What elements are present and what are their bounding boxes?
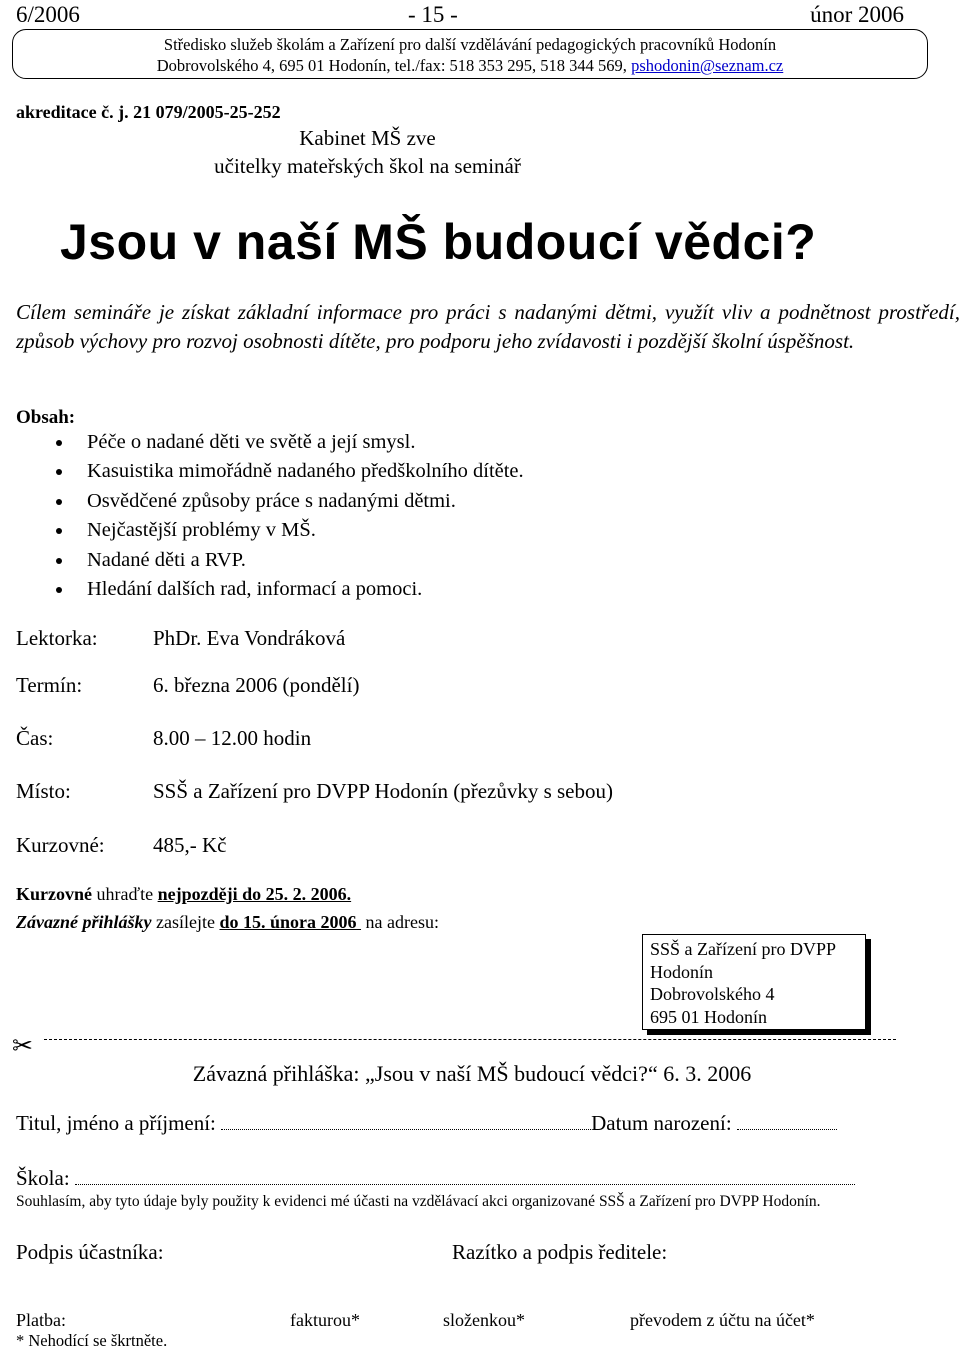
place-label: Místo: [16, 779, 71, 803]
list-item: Hledání dalších rad, informací a pomoci. [50, 575, 524, 604]
name-row [16, 1111, 837, 1136]
school-row [16, 1166, 855, 1191]
list-item: Osvědčené způsoby práce s nadanými dětmi. [50, 487, 524, 516]
contact-line [13, 55, 927, 76]
issue-month: únor 2006 [810, 2, 904, 27]
payment-label: Platba: [16, 1310, 66, 1330]
list-item: Kasuistika mimořádně nadaného předškolního dítěte. [50, 457, 524, 486]
registration-deadline: do 15. února 2006 [219, 912, 357, 932]
participant-signature-label: Podpis účastníka: [16, 1240, 164, 1264]
page-number: - 15 - [408, 2, 458, 27]
address-line: Hodonín [650, 961, 713, 982]
school-label: Škola: [16, 1166, 70, 1190]
organization-line: Středisko služeb školám a Zařízení pro další vzdělávání pedagogických pracovníků Hodonín [163, 35, 777, 54]
lecturer-label: Lektorka: [16, 626, 98, 650]
content-list [50, 428, 524, 604]
content-heading: Obsah: [16, 407, 76, 428]
list-item: Nadané děti a RVP. [50, 546, 524, 575]
registration-tail: na adresu: [361, 912, 439, 932]
list-item: Nejčastější problémy v MŠ. [50, 516, 524, 545]
address-text: Dobrovolského 4, 695 01 Hodonín, tel./fax: 518 353 295, 518 344 569, [156, 56, 627, 75]
address-box [642, 934, 866, 1030]
footnote: * Nehodící se škrtněte. [16, 1331, 168, 1350]
intro-paragraph: Cílem semináře je získat základní informace pro práci s nadanými dětmi, využít vliv a podnětnost prostředí, způsob výchovy pro rozvoj osobnosti dítěte, pro podporu jeho zvídavosti i pozdější školní úspěšnost. [16, 300, 960, 353]
date-label: Termín: [16, 673, 83, 697]
place-value: SSŠ a Zařízení pro DVPP Hodonín (přezůvky s sebou) [153, 779, 614, 803]
name-field[interactable] [221, 1111, 591, 1130]
name-label: Titul, jméno a příjmení: [16, 1111, 216, 1135]
registration-instruction [16, 912, 439, 933]
seminar-title: Jsou v naší MŠ budoucí vědci? [60, 214, 817, 270]
payment-invoice-option[interactable]: fakturou* [290, 1310, 360, 1330]
cut-line [44, 1039, 896, 1040]
registration-bold: Závazné přihlášky [16, 912, 152, 932]
accreditation: akreditace č. j. 21 079/2005-25-252 [16, 102, 281, 122]
registration-text: zasílejte [151, 912, 220, 932]
date-value: 6. března 2006 (pondělí) [153, 673, 360, 697]
director-stamp-label: Razítko a podpis ředitele: [452, 1240, 668, 1264]
issue-number: 6/2006 [16, 2, 80, 27]
birth-label: Datum narození: [591, 1111, 732, 1135]
school-field[interactable] [75, 1166, 855, 1185]
list-item: Péče o nadané děti ve světě a její smysl. [50, 428, 524, 457]
scissors-icon: ✂ [12, 1033, 33, 1060]
fee-instruction [16, 884, 351, 905]
fee-value: 485,- Kč [153, 833, 227, 857]
invite-line-1: Kabinet MŠ zve [299, 126, 436, 150]
consent-text: Souhlasím, aby tyto údaje byly použity k evidenci mé účasti na vzdělávací akci organizované SSŠ a Zařízení pro DVPP Hodonín. [16, 1193, 821, 1210]
fee-deadline: nejpozději do 25. 2. 2006. [157, 884, 352, 904]
form-title: Závazná přihláška: „Jsou v naší MŠ budoucí vědci?“ 6. 3. 2006 [192, 1061, 752, 1086]
time-label: Čas: [16, 726, 54, 750]
payment-postal-option[interactable]: složenkou* [443, 1310, 525, 1330]
header-box [12, 29, 928, 79]
payment-transfer-option[interactable]: převodem z účtu na účet* [630, 1310, 815, 1330]
lecturer-value: PhDr. Eva Vondráková [153, 626, 346, 650]
birth-date-field[interactable] [737, 1111, 837, 1130]
invite-line-2: učitelky mateřských škol na seminář [214, 154, 521, 178]
fee-text: uhraďte [92, 884, 158, 904]
address-line: Dobrovolského 4 [650, 984, 775, 1004]
email-link[interactable]: pshodonin@seznam.cz [631, 56, 784, 75]
address-line: SSŠ a Zařízení pro DVPP [650, 939, 836, 959]
fee-bold: Kurzovné [16, 884, 92, 904]
time-value: 8.00 – 12.00 hodin [153, 726, 312, 750]
fee-label: Kurzovné: [16, 833, 105, 857]
address-line: 695 01 Hodonín [650, 1006, 767, 1027]
